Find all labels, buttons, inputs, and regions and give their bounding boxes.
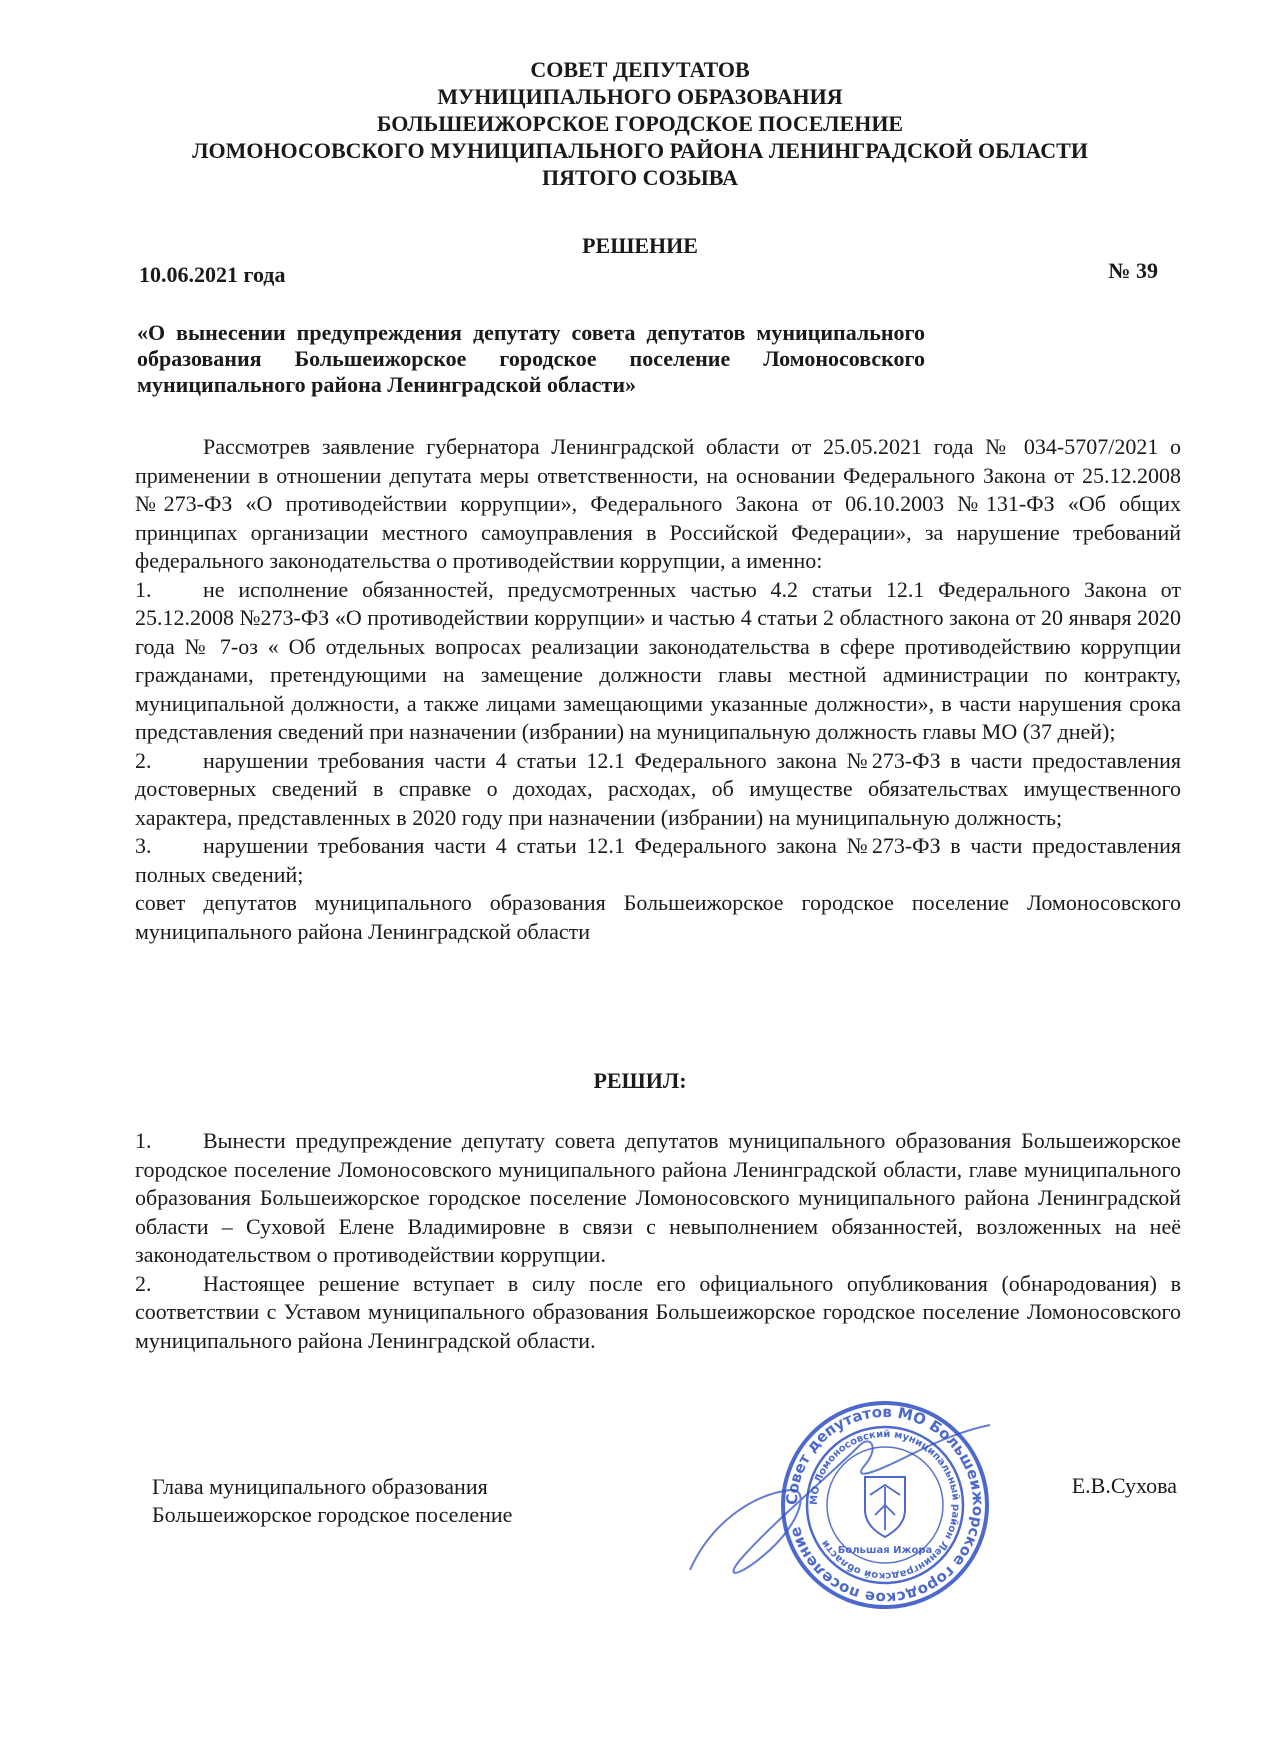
header-line-4: ЛОМОНОСОВСКОГО МУНИЦИПАЛЬНОГО РАЙОНА ЛЕНИНГРАДСКОЙ ОБЛАСТИ xyxy=(192,138,1088,163)
signatory-position-line-2: Большеижорское городское поселение xyxy=(152,1502,513,1527)
signatory-position xyxy=(152,1473,512,1529)
decided-heading: РЕШИЛ: xyxy=(593,1068,687,1093)
preamble-paragraph: Рассмотрев заявление губернатора Ленинградской области от 25.05.2021 года № 034-5707/2021 о применении в отношении депутата меры ответственности, на основании Федерального Закона от 25.12.2008 №273-ФЗ «О противодействии коррупции», Федерального Закона от 06.10.2003 №131-ФЗ «Об общих принципах организации местного самоуправления в Российской Федерации», за нарушение требований федерального законодательства о противодействии коррупции, а именно: xyxy=(135,434,1181,573)
violation-item xyxy=(135,832,1181,889)
violation-item xyxy=(135,576,1181,747)
violation-item xyxy=(135,747,1181,833)
header-line-2: МУНИЦИПАЛЬНОГО ОБРАЗОВАНИЯ xyxy=(437,84,843,109)
signatory-name: Е.В.Сухова xyxy=(1071,1473,1177,1498)
header-line-1: СОВЕТ ДЕПУТАТОВ xyxy=(530,57,750,82)
document-type: РЕШЕНИЕ xyxy=(582,233,698,258)
decision-text: Вынести предупреждение депутату совета депутатов муниципального образования Большеижорское городское поселение Ломоносовского муниципального района Ленинградской области, главе муниципального образования Большеижорское городское поселение Ломоносовского муниципального района Ленинградской области – Суховой Елене Владимировне в связи с невыполнением обязанностей, возложенных на неё законодательством о противодействии коррупции. xyxy=(135,1128,1181,1267)
anchor-emblem-icon xyxy=(870,1485,900,1530)
violation-number: 3. xyxy=(135,833,152,858)
decisions-block xyxy=(135,1127,1181,1355)
violation-text: нарушении требования части 4 статьи 12.1 Федерального закона №273-ФЗ в части предоставления полных сведений; xyxy=(135,833,1181,887)
decision-item xyxy=(135,1127,1181,1270)
council-paragraph: совет депутатов муниципального образования Большеижорское городское поселение Ломоносовского муниципального района Ленинградской области xyxy=(135,890,1181,944)
violation-text: не исполнение обязанностей, предусмотренных частью 4.2 статьи 12.1 Федерального Закона от 25.12.2008 №273-ФЗ «О противодействии коррупции» и частью 4 статьи 2 областного закона от 20 января 2020 года № 7-оз « Об отдельных вопросах реализации законодательства в сфере противодействию коррупции гражданами, претендующими на замещение должности главы местной администрации по контракту, муниципальной должности, а также лицами замещающими указанные должности», в части нарушения срока представления сведений при назначении (избрании) на муниципальную должность главы МО (37 дней); xyxy=(135,576,1181,744)
document-number: № 39 xyxy=(1108,258,1158,283)
header-line-3: БОЛЬШЕИЖОРСКОЕ ГОРОДСКОЕ ПОСЕЛЕНИЕ xyxy=(376,111,904,136)
signatory-position-line-1: Глава муниципального образования xyxy=(152,1474,488,1499)
decision-number: 2. xyxy=(135,1270,152,1296)
decision-item xyxy=(135,1270,1181,1356)
decision-text: Настоящее решение вступает в силу после его официального опубликования (обнародования) в соответствии с Уставом муниципального образования Большеижорское городское поселение Ломоносовского муниципального района Ленинградской области. xyxy=(135,1270,1181,1353)
violation-number: 1. xyxy=(135,576,152,602)
official-seal-stamp xyxy=(680,1385,1000,1635)
document-header xyxy=(100,56,1180,191)
document-date: 10.06.2021 года xyxy=(139,262,286,287)
seal-inner-ring-text: МО Ломоносовский муниципальный район Ленинградской области xyxy=(808,1428,962,1582)
document-body xyxy=(135,433,1181,946)
document-subject: «О вынесении предупреждения депутату совета депутатов муниципального образования Большеижорское городское поселение Ломоносовского муниципального района Ленинградской области» xyxy=(137,320,925,397)
violation-text: нарушении требования части 4 статьи 12.1 Федерального закона №273-ФЗ в части предоставления достоверных сведений в справке о доходах, расходах, об имуществе обязательствах имущественного характера, представленных в 2020 году при назначении (избрании) на муниципальную должность; xyxy=(135,747,1181,830)
violation-number: 2. xyxy=(135,747,152,773)
seal-outer-ring-text: Совет депутатов МО Большеижорское городское поселение xyxy=(782,1402,988,1608)
decision-number: 1. xyxy=(135,1128,152,1153)
seal-center-text: Большая Ижора xyxy=(837,1545,933,1556)
header-line-5: ПЯТОГО СОЗЫВА xyxy=(542,165,738,190)
